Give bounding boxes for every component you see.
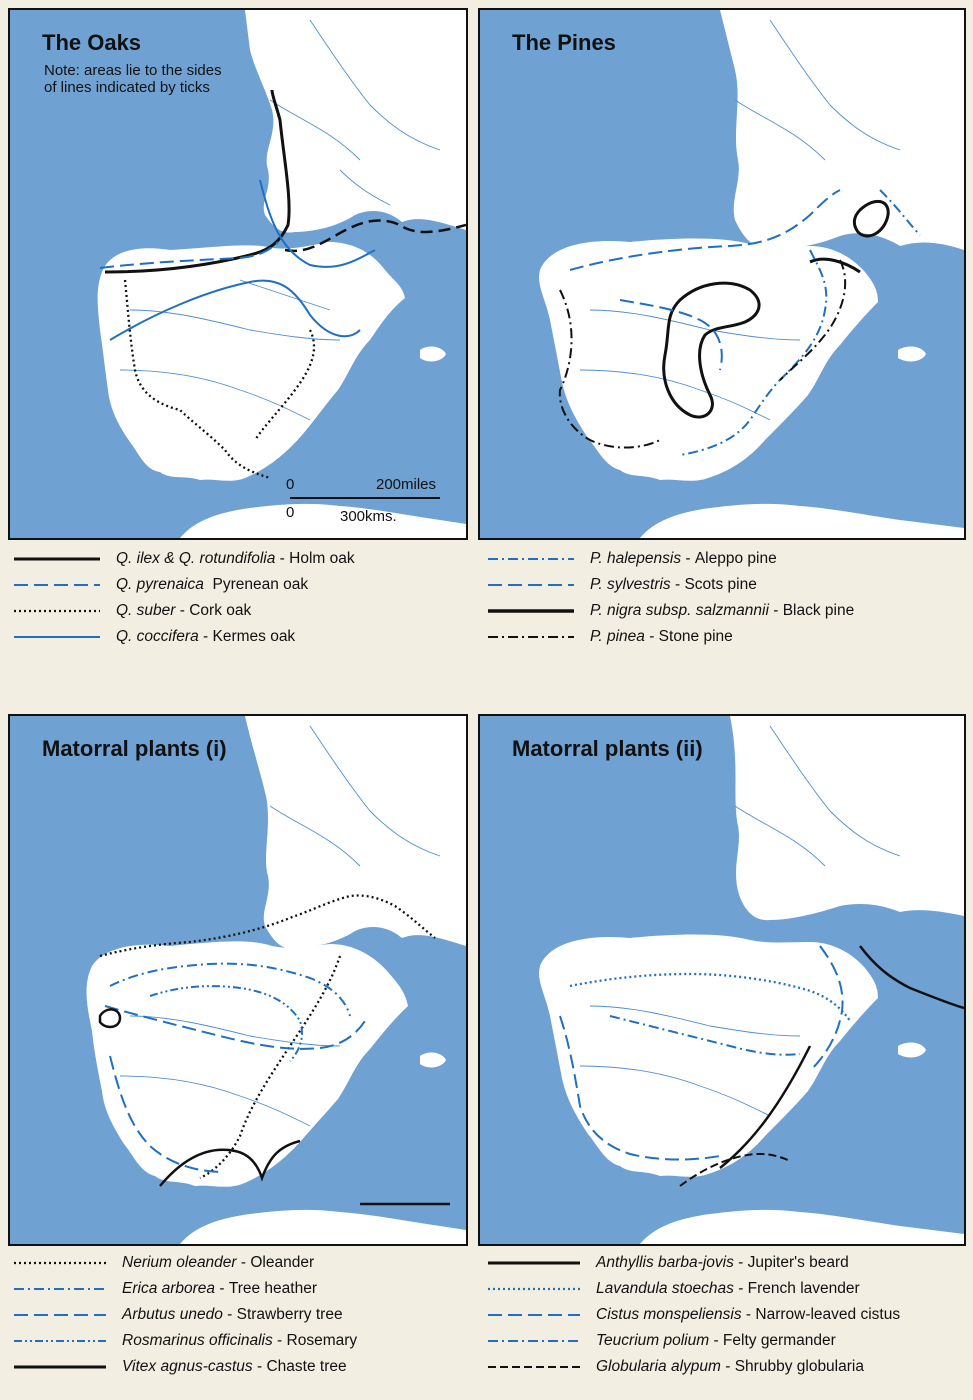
- legend-swatch: [12, 1310, 108, 1320]
- legend-swatch: [12, 1362, 108, 1372]
- scale-miles-label: 200miles: [376, 476, 437, 493]
- separator: -: [198, 628, 213, 645]
- legend-row: [486, 1250, 966, 1276]
- legend-swatch: [486, 554, 576, 564]
- map-panel-matorral-1: [8, 714, 468, 1246]
- legend-matorral-1: [12, 1250, 472, 1380]
- legend-row: [12, 546, 472, 572]
- common-name: Strawberry tree: [236, 1306, 343, 1323]
- legend-swatch: [12, 1336, 108, 1346]
- separator: -: [733, 1280, 748, 1297]
- legend-swatch: [486, 1336, 582, 1346]
- legend-swatch: [12, 606, 102, 616]
- legend-row: [12, 1354, 472, 1380]
- legend-row: [12, 598, 472, 624]
- species-name: Q. ilex & Q. rotundifolia: [116, 550, 276, 567]
- separator: -: [272, 1332, 287, 1349]
- map-panel-pines: [478, 8, 966, 540]
- legend-swatch: [486, 606, 576, 616]
- map-panel-oaks: [8, 8, 468, 540]
- legend-row: [12, 1302, 472, 1328]
- separator: -: [175, 602, 190, 619]
- map-panel-matorral-2: [478, 714, 966, 1246]
- common-name: Rosemary: [286, 1332, 358, 1349]
- common-name: Scots pine: [684, 576, 757, 593]
- species-name: Q. pyrenaica: [116, 576, 204, 593]
- scale-zero-miles: 0: [286, 476, 295, 493]
- species-name: P. nigra subsp. salzmannii: [590, 602, 769, 619]
- common-name: Oleander: [250, 1254, 315, 1271]
- common-name: Tree heather: [228, 1280, 317, 1297]
- france-land: [720, 10, 964, 250]
- iberia-map-pines: [480, 10, 964, 538]
- note-line-2: of lines indicated by ticks: [44, 79, 210, 96]
- separator: -: [670, 576, 685, 593]
- common-name: Black pine: [782, 602, 855, 619]
- legend-matorral-2: [486, 1250, 966, 1380]
- common-name: Shrubby globularia: [734, 1358, 864, 1375]
- species-name: Globularia alypum: [596, 1358, 721, 1375]
- common-name: Cork oak: [189, 602, 252, 619]
- common-name: Chaste tree: [266, 1358, 347, 1375]
- iberia-map-matorral-2: [480, 716, 964, 1244]
- separator: -: [236, 1254, 251, 1271]
- separator: -: [644, 628, 659, 645]
- legend-row: [486, 546, 966, 572]
- legend-row: [486, 598, 966, 624]
- panel-note: [44, 62, 222, 96]
- separator: -: [709, 1332, 723, 1349]
- separator: -: [720, 1358, 735, 1375]
- legend-swatch: [12, 554, 102, 564]
- common-name: Pyrenean oak: [212, 576, 309, 593]
- scale-kms-label: 300kms.: [340, 508, 397, 525]
- species-name: P. pinea: [590, 628, 645, 645]
- panel-title: The Oaks: [42, 30, 142, 55]
- separator: -: [733, 1254, 748, 1271]
- legend-row: [12, 624, 472, 650]
- common-name: French lavender: [747, 1280, 860, 1297]
- species-name: Q. suber: [116, 602, 176, 619]
- legend-swatch: [12, 632, 102, 642]
- legend-swatch: [486, 1362, 582, 1372]
- common-name: Holm oak: [289, 550, 355, 567]
- legend-swatch: [12, 580, 102, 590]
- legend-row: [12, 1250, 472, 1276]
- scale-line: [290, 497, 440, 499]
- separator: -: [741, 1306, 756, 1323]
- legend-row: [12, 1328, 472, 1354]
- species-name: Q. coccifera: [116, 628, 199, 645]
- scale-zero-kms: 0: [286, 504, 295, 521]
- species-name: Erica arborea: [122, 1280, 216, 1297]
- separator: -: [252, 1358, 267, 1375]
- panel-title: The Pines: [512, 30, 616, 55]
- france-land: [730, 716, 964, 920]
- separator: -: [275, 550, 290, 567]
- separator: [204, 576, 213, 594]
- species-name: Lavandula stoechas: [596, 1280, 734, 1297]
- france-land: [245, 10, 466, 233]
- panel-title: Matorral plants (i): [42, 736, 227, 761]
- species-name: Rosmarinus officinalis: [122, 1332, 273, 1349]
- common-name: Stone pine: [658, 628, 733, 645]
- species-name: Arbutus unedo: [122, 1306, 223, 1323]
- france-land: [245, 716, 466, 948]
- legend-swatch: [12, 1258, 108, 1268]
- common-name: Aleppo pine: [694, 550, 777, 567]
- species-name: Vitex agnus-castus: [122, 1358, 253, 1375]
- common-name: Kermes oak: [212, 628, 296, 645]
- legend-row: [486, 1354, 966, 1380]
- legend-row: [486, 624, 966, 650]
- common-name: Narrow-leaved cistus: [755, 1306, 901, 1323]
- note-line-1: Note: areas lie to the sides: [44, 62, 222, 79]
- separator: -: [222, 1306, 237, 1323]
- separator: -: [215, 1280, 229, 1297]
- species-name: Anthyllis barba-jovis: [596, 1254, 734, 1271]
- legend-oaks: [12, 546, 472, 650]
- legend-row: [12, 572, 472, 598]
- legend-row: [12, 1276, 472, 1302]
- legend-row: [486, 1328, 966, 1354]
- species-name: P. halepensis: [590, 550, 682, 567]
- common-name: Jupiter's beard: [747, 1254, 849, 1271]
- separator: -: [681, 550, 695, 567]
- species-name: P. sylvestris: [590, 576, 671, 593]
- legend-row: [486, 1276, 966, 1302]
- iberia-map-matorral-1: [10, 716, 466, 1244]
- legend-row: [486, 1302, 966, 1328]
- panel-title: Matorral plants (ii): [512, 736, 703, 761]
- legend-swatch: [486, 632, 576, 642]
- species-name: Teucrium polium: [596, 1332, 710, 1349]
- legend-swatch: [486, 580, 576, 590]
- legend-row: [486, 572, 966, 598]
- legend-swatch: [486, 1258, 582, 1268]
- legend-swatch: [12, 1284, 108, 1294]
- separator: -: [768, 602, 783, 619]
- species-name: Nerium oleander: [122, 1254, 237, 1271]
- legend-swatch: [486, 1310, 582, 1320]
- common-name: Felty germander: [722, 1332, 836, 1349]
- legend-pines: [486, 546, 966, 650]
- legend-swatch: [486, 1284, 582, 1294]
- species-name: Cistus monspeliensis: [596, 1306, 742, 1323]
